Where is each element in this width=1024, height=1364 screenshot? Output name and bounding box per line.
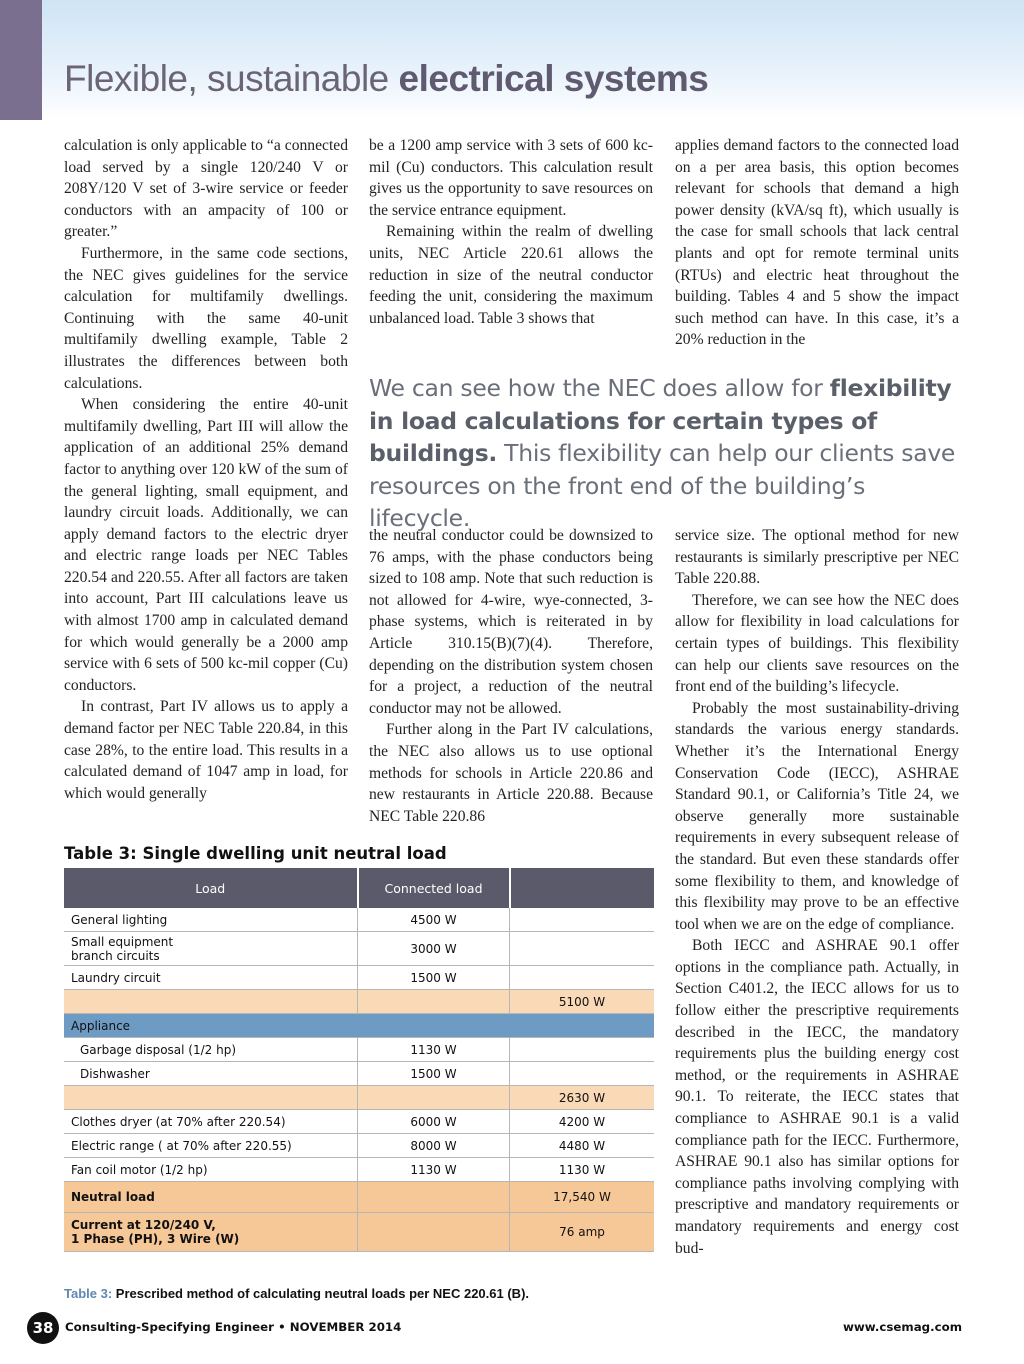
- cell-load: General lighting: [64, 908, 358, 932]
- column-right-top: [675, 135, 959, 351]
- cell-connected: 6000 W: [358, 1110, 510, 1134]
- cell-load: [64, 990, 358, 1014]
- cell-load: Small equipment branch circuits: [64, 932, 358, 966]
- paragraph: When considering the entire 40-unit multifamily dwelling, Part III will allow the application of an additional 25% demand factor to anything over 120 kW of the sum of the general lighting, small equipment, and laundry circuit loads. Additionally, we can apply demand factors to the electric dryer and electric range loads per NEC Tables 220.54 and 220.55. After all factors are taken into account, Part III calculations leave us with almost 1700 amp in calculated demand for which would generally be a 2000 amp service with 6 sets of 500 kc-mil copper (Cu) conductors.: [64, 396, 348, 694]
- cell-connected: 1130 W: [358, 1158, 510, 1182]
- cell-demand: 4480 W: [510, 1134, 655, 1158]
- paragraph: Probably the most sustainability-driving standards the various energy standards. Whether it’s the International Energy Conservation Code (IECC), ASHRAE Standard 90.1, or California’s Title 24, we observe generally more sustainable requirements in every subsequent release of the standard. But even these standards offer some flexibility to them, and knowledge of this flexibility may prove to be an effective tool when we are on the edge of compliance.: [675, 699, 959, 933]
- cell-demand: 5100 W: [510, 990, 655, 1014]
- paragraph: calculation is only applicable to “a connected load served by a single 120/240 V or 208Y/120 V set of 3-wire service or feeder conductors with an ampacity of 100 or greater.”: [64, 137, 348, 241]
- paragraph: the neutral conductor could be downsized to 76 amps, with the phase conductors being sized to 108 amp. Note that such reduction is not allowed for 4-wire, wye-connected, 3-phase systems, which is reiterated in by Article 310.15(B)(7)(4). Therefore, depending on the distribution system chosen for a project, a reduction of the neutral conductor may not be allowed.: [369, 527, 653, 717]
- cell-connected: [358, 1213, 510, 1252]
- cell-demand: [510, 908, 655, 932]
- appliance-section-row: [64, 1014, 654, 1038]
- paragraph: Remaining within the realm of dwelling units, NEC Article 220.61 allows the reduction in size of the neutral conductor feeding the unit, considering the maximum unbalanced load. Table 3 shows that: [369, 223, 653, 327]
- cell-connected: 8000 W: [358, 1134, 510, 1158]
- cell-load: Neutral load: [64, 1182, 358, 1213]
- cell-demand: [510, 932, 655, 966]
- cell-load: Dishwasher: [64, 1062, 358, 1086]
- column-left: [64, 135, 348, 804]
- footer-website: www.csemag.com: [842, 1320, 962, 1334]
- table-row: [64, 932, 654, 966]
- table-caption: [64, 1286, 529, 1301]
- paragraph: Therefore, we can see how the NEC does allow for flexibility in load calculations for certain types of buildings. This flexibility can help our clients save resources on the front end of the building’s lifecycle.: [675, 591, 959, 696]
- cell-demand: 4200 W: [510, 1110, 655, 1134]
- table-row: [64, 1062, 654, 1086]
- paragraph: be a 1200 amp service with 3 sets of 600 kc-mil (Cu) conductors. This calculation result gives us the opportunity to save resources on the service entrance equipment.: [369, 137, 653, 219]
- page-title: [64, 58, 708, 100]
- cell-connected: 1130 W: [358, 1038, 510, 1062]
- cell-load: [64, 1086, 358, 1110]
- cell-connected: 4500 W: [358, 908, 510, 932]
- table-header-row: [64, 868, 654, 908]
- paragraph: In contrast, Part IV allows us to apply a demand factor per NEC Table 220.84, in this case 28%, to the entire load. This results in a calculated demand of 1047 amp in load, for which would generally: [64, 698, 348, 802]
- cell-demand: 17,540 W: [510, 1182, 655, 1213]
- table-row: [64, 1110, 654, 1134]
- cell-load: Electric range ( at 70% after 220.55): [64, 1134, 358, 1158]
- pull-quote-highlight: flexibility in load calculations for certain types of buildings.: [369, 374, 952, 467]
- cell-connected: [358, 990, 510, 1014]
- cell-load: Garbage disposal (1/2 hp): [64, 1038, 358, 1062]
- pull-quote-part1: We can see how the NEC does allow for: [369, 374, 830, 402]
- table-row: [64, 1158, 654, 1182]
- cell-connected: 3000 W: [358, 932, 510, 966]
- cell-load: Current at 120/240 V, 1 Phase (PH), 3 Wire (W): [64, 1213, 358, 1252]
- appliance-label: Appliance: [64, 1014, 654, 1038]
- header-load: Load: [64, 868, 358, 908]
- table-row: [64, 908, 654, 932]
- cell-connected: 1500 W: [358, 1062, 510, 1086]
- cell-demand: 2630 W: [510, 1086, 655, 1110]
- header-demand: [510, 868, 655, 908]
- page-number: 38: [27, 1312, 59, 1344]
- table-title: Table 3: Single dwelling unit neutral load: [64, 844, 447, 863]
- pull-quote-part2: This flexibility can help our clients save resources on the front end of the building’s lifecycle.: [369, 439, 956, 532]
- paragraph: Furthermore, in the same code sections, the NEC gives guidelines for the service calculation for multifamily dwellings. Continuing with the same 40-unit multifamily dwelling example, Table 2 illustrates the differences between both calculations.: [64, 244, 348, 392]
- column-middle-top: [369, 135, 653, 329]
- cell-demand: 1130 W: [510, 1158, 655, 1182]
- total-row: [64, 1213, 654, 1252]
- cell-connected: [358, 1086, 510, 1110]
- title-light: Flexible, sustainable: [64, 58, 389, 99]
- paragraph: Further along in the Part IV calculations, the NEC also allows us to use optional methods for schools in Article 220.86 and new restaurants in Article 220.88. Because NEC Table 220.86: [369, 721, 653, 825]
- table-row: [64, 1038, 654, 1062]
- cell-load: Laundry circuit: [64, 966, 358, 990]
- cell-demand: [510, 1038, 655, 1062]
- cell-demand: 76 amp: [510, 1213, 655, 1252]
- subtotal-row: [64, 1086, 654, 1110]
- cell-connected: [358, 1182, 510, 1213]
- table-row: [64, 1134, 654, 1158]
- paragraph: Both IECC and ASHRAE 90.1 offer options in the compliance path. Actually, in Section C401.2, the IECC allows for us to follow either the prescriptive requirements described in the IECC, the mandatory requirements plus the building energy cost method, or the requirements in ASHRAE 90.1. To reiterate, the IECC states that compliance to ASHRAE 90.1 is a valid compliance path for the IECC. Furthermore, ASHRAE 90.1 also has similar options for compliance paths involving complying with prescriptive and mandatory requirements or mandatory requirements and energy cost bud-: [675, 937, 959, 1257]
- total-row: [64, 1182, 654, 1213]
- column-middle-bottom: [369, 525, 653, 827]
- header-connected-load: Connected load: [358, 868, 510, 908]
- cell-load: Clothes dryer (at 70% after 220.54): [64, 1110, 358, 1134]
- paragraph: applies demand factors to the connected load on a per area basis, this option becomes relevant for schools that demand a high power density (kVA/sq ft), which usually is the case for small schools that lack central plants and opt for remote terminal units (RTUs) and electric heat throughout the building. Tables 4 and 5 show the impact such method can have. In this case, it’s a 20% reduction in the: [675, 137, 959, 349]
- title-bold: electrical systems: [398, 58, 709, 99]
- subtotal-row: [64, 990, 654, 1014]
- caption-label: Table 3:: [64, 1286, 113, 1301]
- cell-connected: 1500 W: [358, 966, 510, 990]
- cell-load: Fan coil motor (1/2 hp): [64, 1158, 358, 1182]
- column-right-bottom: [675, 525, 959, 1259]
- section-color-bar: [0, 0, 42, 120]
- footer-publication: Consulting-Specifying Engineer • NOVEMBER 2014: [65, 1320, 402, 1334]
- cell-demand: [510, 966, 655, 990]
- cell-demand: [510, 1062, 655, 1086]
- caption-text: Prescribed method of calculating neutral loads per NEC 220.61 (B).: [112, 1286, 530, 1301]
- pull-quote: [369, 372, 969, 535]
- neutral-load-table: [64, 868, 654, 1252]
- paragraph: service size. The optional method for new restaurants is similarly prescriptive per NEC Table 220.88.: [675, 527, 959, 588]
- table-row: [64, 966, 654, 990]
